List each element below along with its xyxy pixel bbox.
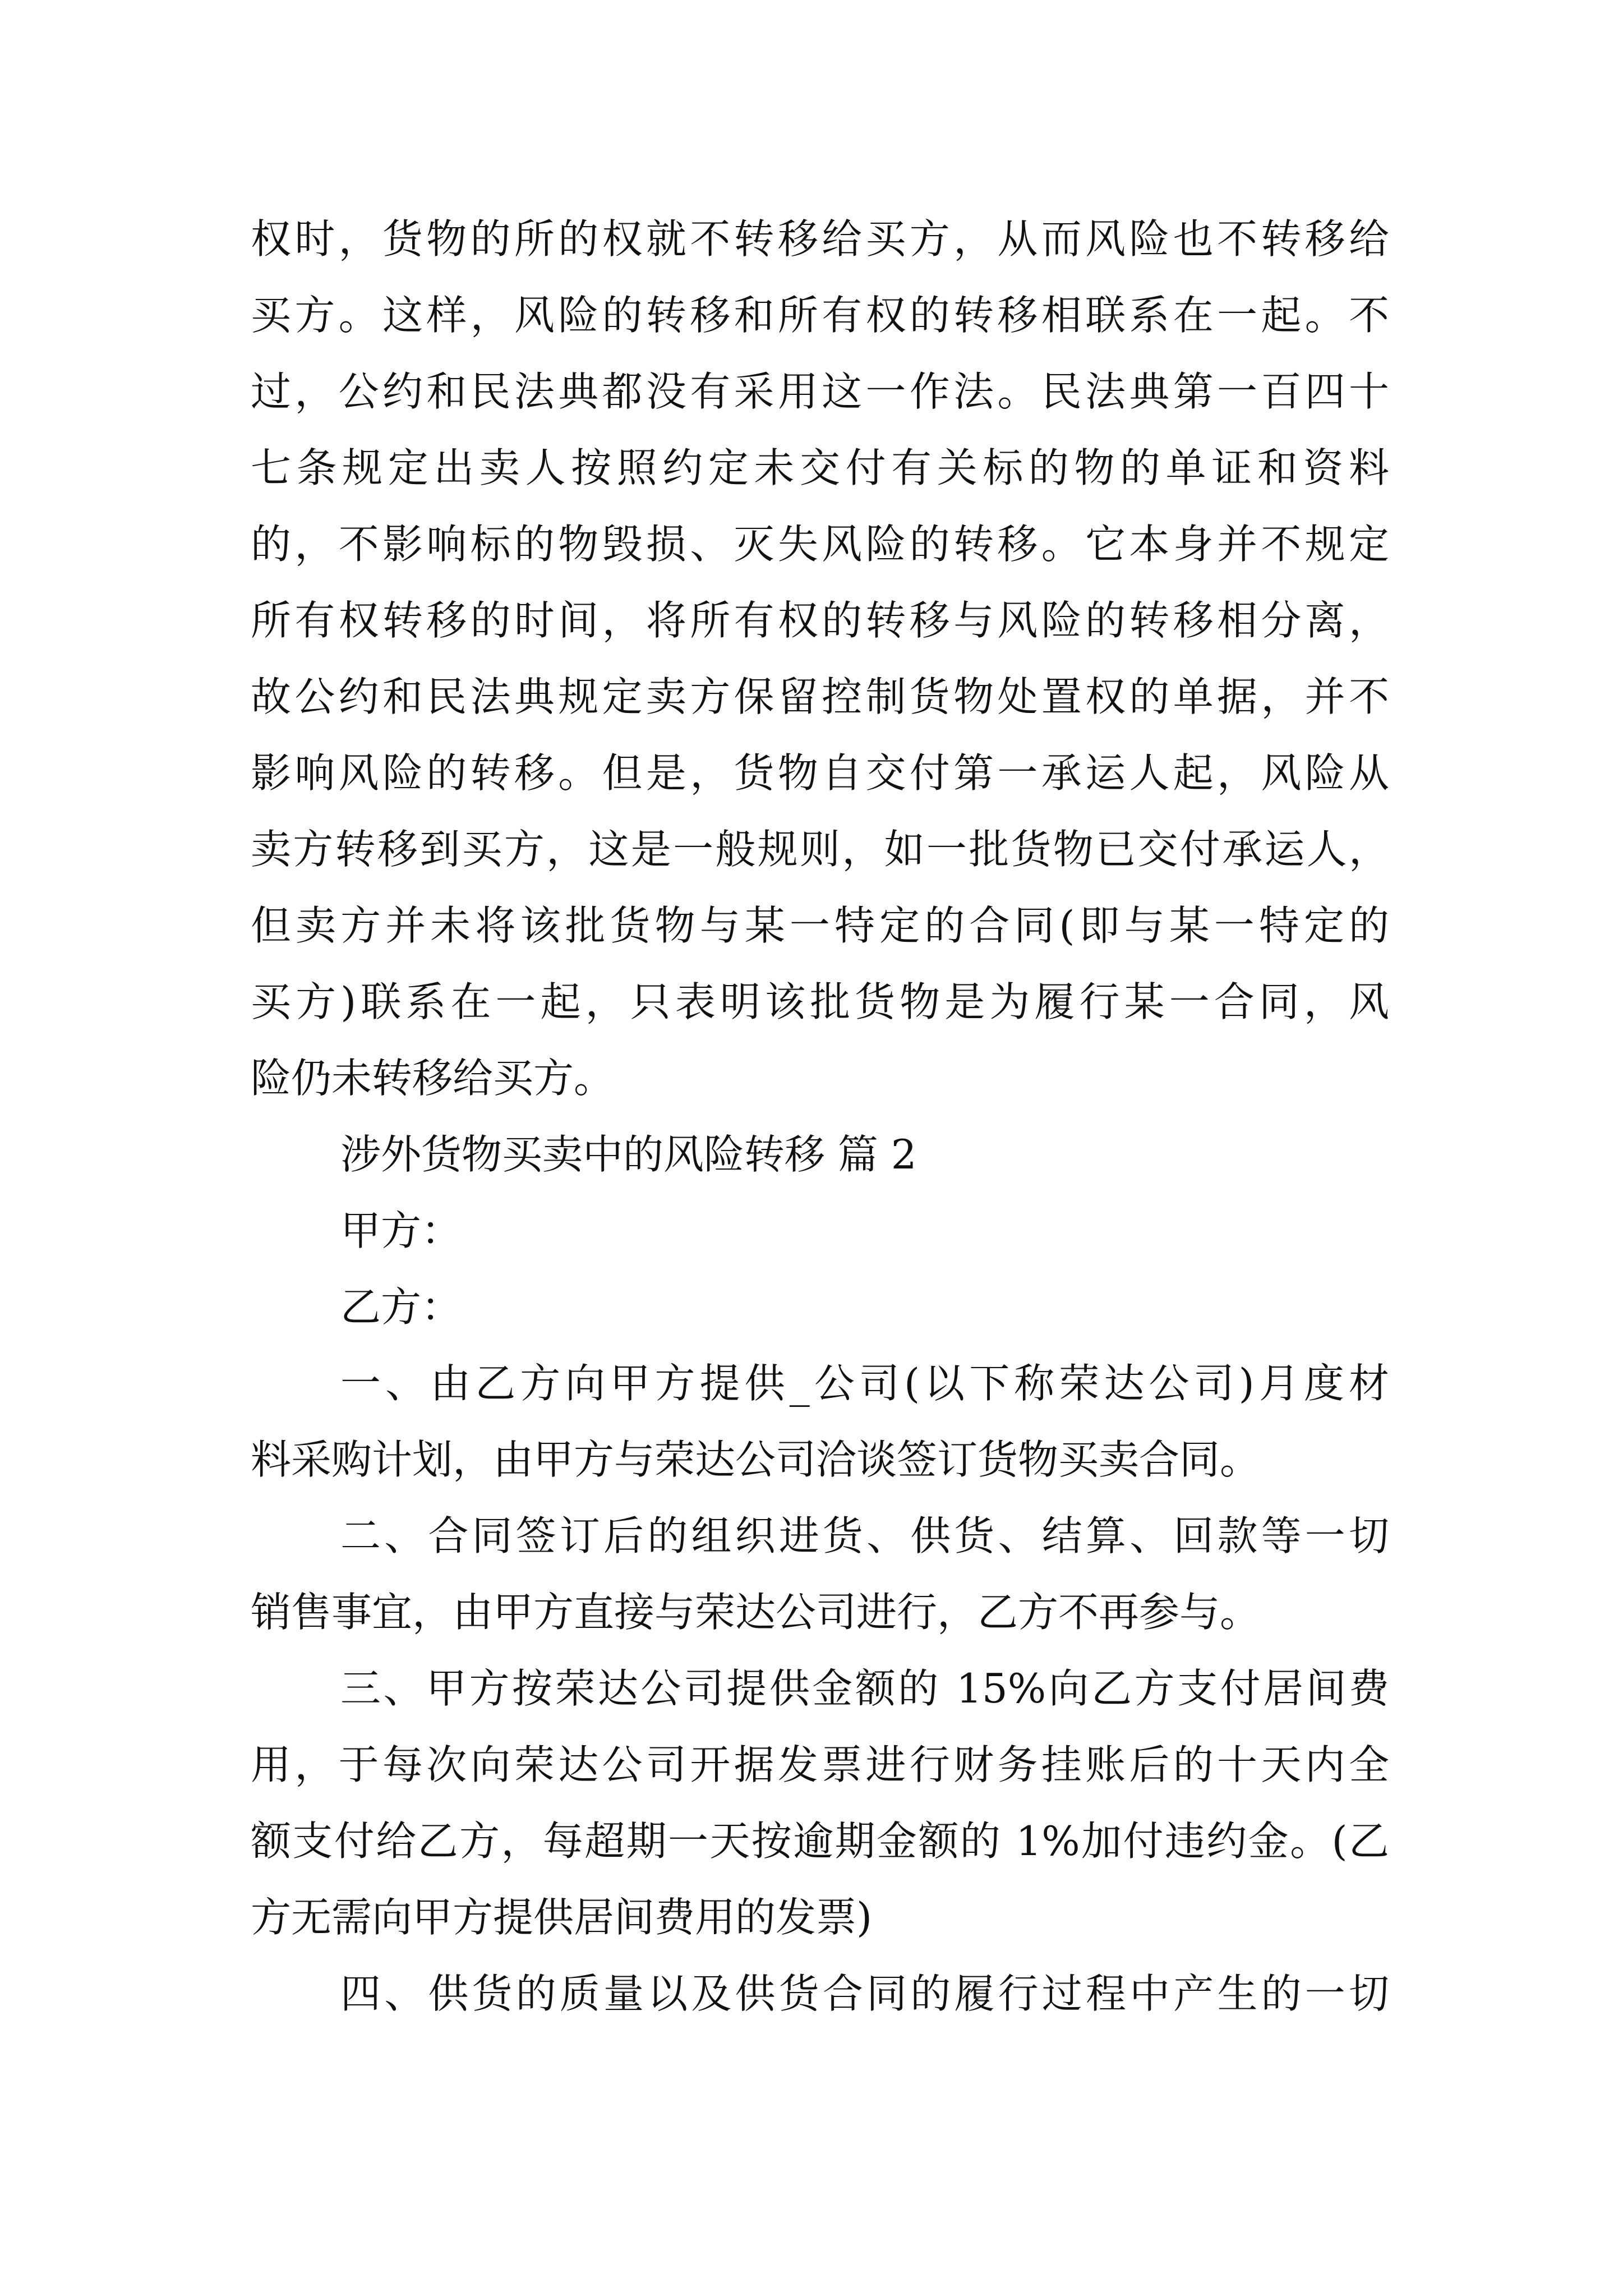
paragraph-line: 故公约和民法典规定卖方保留控制货物处置权的单据，并不 (251, 673, 1389, 720)
clause-4-line: 四、供货的质量以及供货合同的履行过程中产生的一切 (340, 1970, 1389, 2017)
clause-1-line: 一、由乙方向甲方提供_公司(以下称荣达公司)月度材 (340, 1360, 1389, 1407)
clause-3-line: 用，于每次向荣达公司开据发票进行财务挂账后的十天内全 (251, 1741, 1389, 1788)
paragraph-line: 所有权转移的时间，将所有权的转移与风险的转移相分离， (251, 597, 1389, 644)
paragraph-line: 权时，货物的所的权就不转移给买方，从而风险也不转移给 (251, 215, 1389, 263)
clause-1-line: 料采购计划，由甲方与荣达公司洽谈签订货物买卖合同。 (251, 1436, 1261, 1483)
party-b-label: 乙方： (340, 1283, 462, 1331)
clause-3-line: 三、甲方按荣达公司提供金额的 15%向乙方支付居间费 (340, 1665, 1389, 1712)
party-a-label: 甲方： (340, 1207, 462, 1254)
paragraph-line: 影响风险的转移。但是，货物自交付第一承运人起，风险从 (251, 749, 1389, 797)
document-body (251, 201, 1389, 2032)
clause-2-line: 销售事宜，由甲方直接与荣达公司进行，乙方不再参与。 (251, 1589, 1261, 1636)
section-heading: 涉外货物买卖中的风险转移 篇 2 (340, 1131, 917, 1178)
paragraph-line: 买方。这样，风险的转移和所有权的转移相联系在一起。不 (251, 292, 1389, 339)
paragraph-line: 但卖方并未将该批货物与某一特定的合同(即与某一特定的 (251, 902, 1389, 949)
clause-2-line: 二、合同签订后的组织进货、供货、结算、回款等一切 (340, 1512, 1389, 1559)
clause-3-line: 方无需向甲方提供居间费用的发票) (251, 1894, 873, 1941)
paragraph-line: 买方)联系在一起，只表明该批货物是为履行某一合同，风 (251, 978, 1389, 1025)
paragraph-line: 卖方转移到买方，这是一般规则，如一批货物已交付承运人， (251, 826, 1389, 873)
clause-3-line: 额支付给乙方，每超期一天按逾期金额的 1%加付违约金。(乙 (251, 1818, 1389, 1865)
paragraph-line: 的，不影响标的物毁损、灭失风险的转移。它本身并不规定 (251, 521, 1389, 568)
paragraph-line: 七条规定出卖人按照约定未交付有关标的物的单证和资料 (251, 444, 1389, 491)
paragraph-line: 过，公约和民法典都没有采用这一作法。民法典第一百四十 (251, 368, 1389, 415)
paragraph-line: 险仍未转移给买方。 (251, 1055, 615, 1102)
